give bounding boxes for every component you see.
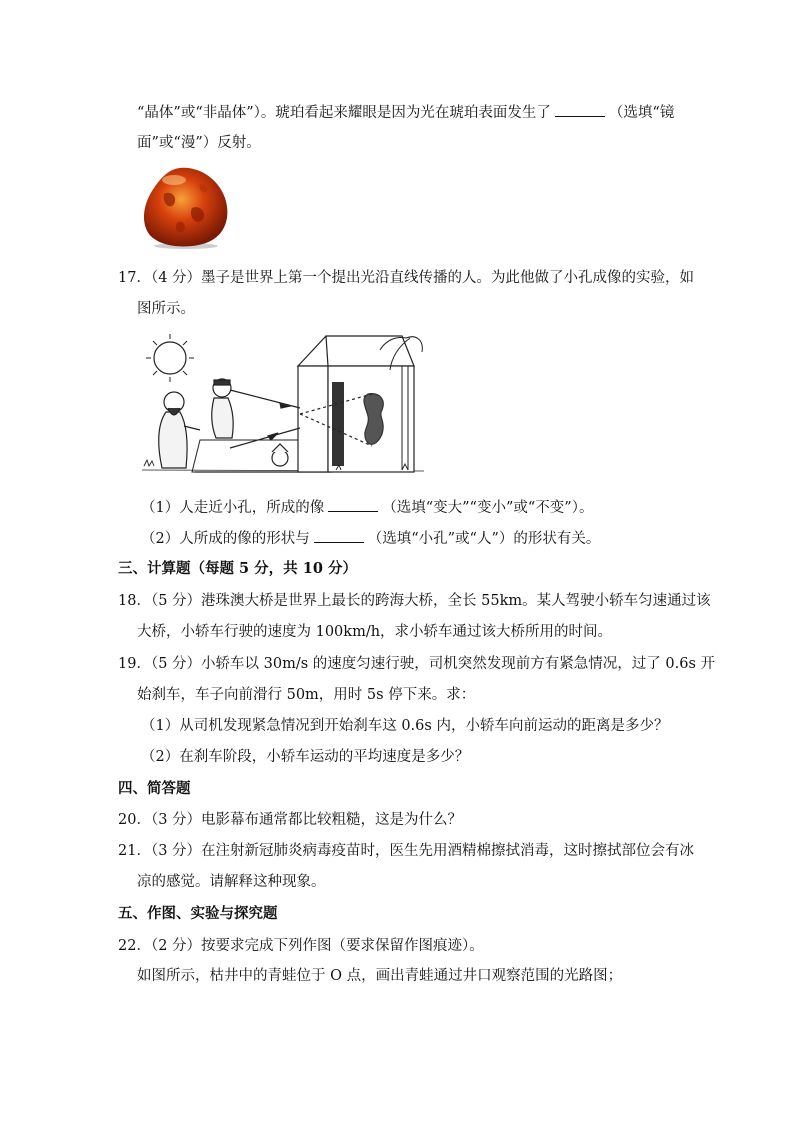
- sun-icon: [154, 342, 186, 374]
- q18-line1: 18．（5 分）港珠澳大桥是世界上最长的跨海大桥，全长 55km。某人驾驶小轿车匀速通过该: [118, 593, 711, 609]
- q19-sub1: （1）从司机发现紧急情况到开始刹车这 0.6s 内，小轿车向前运动的距离是多少？: [141, 718, 669, 734]
- pinhole-imaging-illustration: [140, 330, 424, 478]
- q16-text-a: “晶体”或“非晶体”）。琥珀看起来耀眼是因为光在琥珀表面发生了: [137, 105, 551, 121]
- q17-sub2-answer-blank[interactable]: [314, 528, 364, 543]
- q16-line1: [137, 102, 674, 123]
- q22-line2: 如图所示，枯井中的青蛙位于 O 点，画出青蛙通过井口观察范围的光路图；: [137, 968, 623, 984]
- q17-sub2-text-b: （选填“小孔”或“人”）的形状有关。: [367, 531, 601, 547]
- q22-line1: 22．（2 分）按要求完成下列作图（要求保留作图痕迹）。: [118, 938, 484, 954]
- q16-text-b: （选填“镜: [608, 105, 675, 121]
- q17-sub1-text-b: （选填“变大”“变小”或“不变”）。: [382, 500, 594, 516]
- q17-sub1-answer-blank[interactable]: [328, 497, 378, 512]
- q17-stem-line1: 17．（4 分）墨子是世界上第一个提出光沿直线传播的人。为此他做了小孔成像的实验，如: [118, 270, 695, 286]
- q21-line1: 21．（3 分）在注射新冠肺炎病毒疫苗时，医生先用酒精棉擦拭消毒，这时擦拭部位会有冰: [118, 843, 695, 859]
- q17-sub2: [141, 528, 600, 549]
- q21-line2: 凉的感觉。请解释这种现象。: [137, 874, 326, 890]
- q17-stem-line2: 图所示。: [137, 301, 195, 317]
- section5-title: 五、作图、实验与探究题: [118, 905, 278, 922]
- q17-sub1-text-a: （1）人走近小孔，所成的像: [141, 500, 325, 516]
- q19-sub2: （2）在刹车阶段，小轿车运动的平均速度是多少？: [141, 749, 470, 765]
- section3-title: 三、计算题（每题 5 分，共 10 分）: [118, 560, 357, 577]
- q18-line2: 大桥，小轿车行驶的速度为 100km/h，求小轿车通过该大桥所用的时间。: [137, 624, 613, 640]
- section4-title: 四、简答题: [118, 780, 191, 797]
- q19-line2: 始刹车，车子向前滑行 50m，用时 5s 停下来。求：: [137, 687, 476, 703]
- q20-line1: 20．（3 分）电影幕布通常都比较粗糙，这是为什么？: [118, 812, 463, 828]
- q16-line2: 面”或“漫”）反射。: [137, 135, 261, 151]
- q19-line1: 19．（5 分）小轿车以 30m/s 的速度匀速行驶，司机突然发现前方有紧急情况，过了 0.6s 开: [118, 656, 715, 672]
- q17-sub2-text-a: （2）人所成的像的形状与: [141, 531, 310, 547]
- q16-answer-blank[interactable]: [555, 102, 605, 117]
- q17-sub1: [141, 497, 593, 518]
- amber-stone-image: [140, 164, 232, 250]
